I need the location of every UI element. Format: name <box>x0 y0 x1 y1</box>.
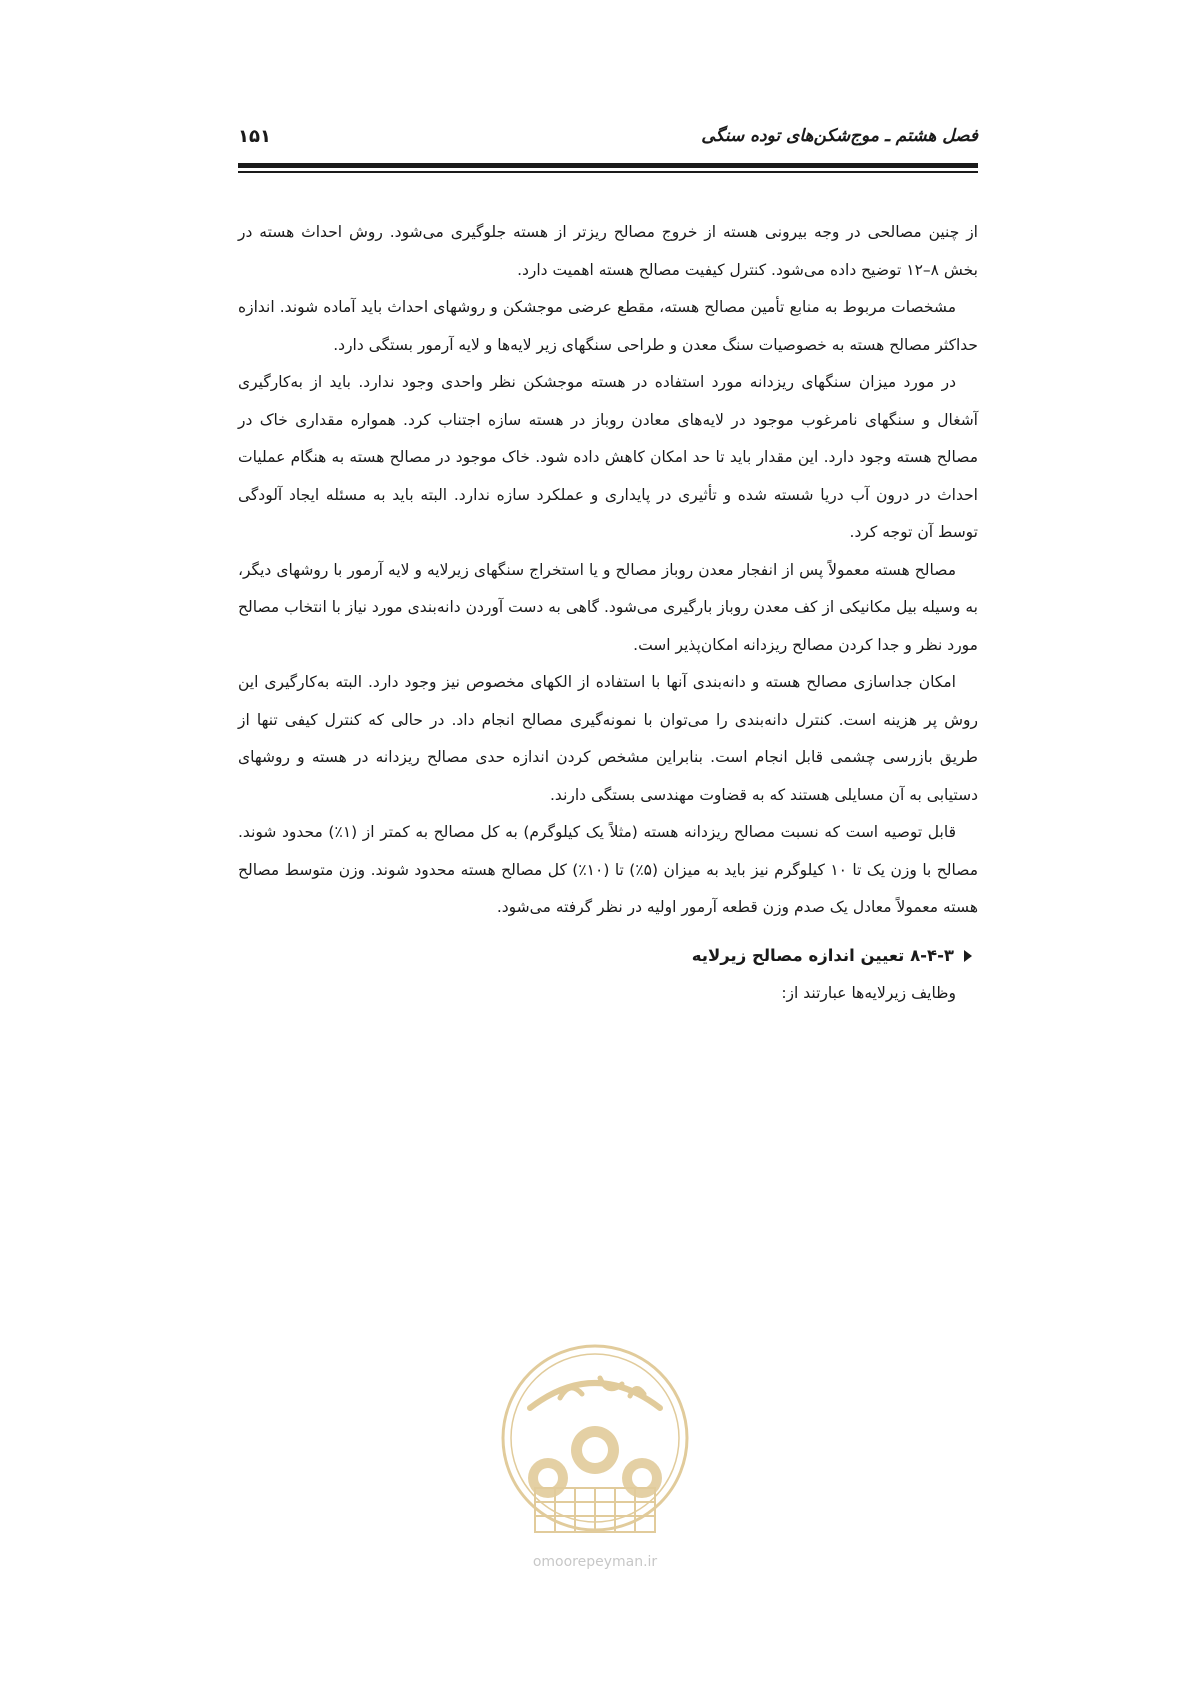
page-header <box>238 126 978 156</box>
watermark-url: omoorepeyman.ir <box>532 1554 658 1570</box>
paragraph: قابل توصیه است که نسبت مصالح ریزدانه هسته (مثلاً یک کیلوگرم) به کل مصالح به کمتر از (۱٪) محدود شوند. مصالح با وزن یک تا ۱۰ کیلوگرم نیز باید به میزان (۵٪) تا (۱۰٪) کل مصالح هسته محدود شوند. وزن متوسط مصالح هسته معمولاً معادل یک صدم وزن قطعه آرمور اولیه در نظر گرفته می‌شود. <box>238 823 978 916</box>
header-rule-thin <box>238 171 978 173</box>
header-rule-thick <box>238 163 978 168</box>
bullet-triangle-icon <box>964 950 972 962</box>
paragraph: امکان جداسازی مصالح هسته و دانه‌بندی آنها با استفاده از الکهای مخصوص نیز وجود دارد. البته به‌کارگیری این روش پر هزینه است. کنترل دانه‌بندی را می‌توان با نمونه‌گیری مصالح انجام داد. در حالی که کنترل کیفی تنها از طریق بازرسی چشمی قابل انجام است. بنابراین مشخص کردن اندازه حدی مصالح ریزدانه در هسته و روشهای دستیابی به آن مسایلی هستند که به قضاوت مهندسی بستگی دارند. <box>238 673 978 804</box>
page-number: ۱۵۱ <box>238 126 271 147</box>
section-heading <box>238 937 978 975</box>
watermark-seal-icon <box>490 1338 700 1548</box>
paragraph: در مورد میزان سنگهای ریزدانه مورد استفاده در هسته موجشکن نظر واحدی وجود ندارد. باید از به‌کارگیری آشغال و سنگهای نامرغوب موجود در لایه‌های معادن روباز در هسته سازه اجتناب کرد. همواره مقداری خاک در مصالح هسته وجود دارد. این مقدار باید تا حد امکان کاهش داده شود. خاک موجود در مصالح هسته به هنگام عملیات احداث در درون آب دریا شسته شده و تأثیری در پایداری و عملکرد سازه ندارد. البته باید به مسئله ایجاد آلودگی توسط آن توجه کرد. <box>238 373 978 541</box>
chapter-title: فصل هشتم ـ موج‌شکن‌های توده سنگی <box>701 126 978 146</box>
paragraph: از چنین مصالحی در وجه بیرونی هسته از خروج مصالح ریزتر از هسته جلوگیری می‌شود. روش احداث هسته در بخش ۸–۱۲ توضیح داده می‌شود. کنترل کیفیت مصالح هسته اهمیت دارد. <box>238 223 978 279</box>
paragraph: مشخصات مربوط به منابع تأمین مصالح هسته، مقطع عرضی موجشکن و روشهای احداث باید آماده شوند. اندازه حداکثر مصالح هسته به خصوصیات سنگ معدن و طراحی سنگهای زیر لایه‌ها و لایه آرمور بستگی دارد. <box>238 298 978 354</box>
paragraph: مصالح هسته معمولاً پس از انفجار معدن روباز مصالح و یا استخراج سنگهای زیرلایه و لایه آرمور با روشهای دیگر، به وسیله بیل مکانیکی از کف معدن روباز بارگیری می‌شود. گاهی به دست آوردن دانه‌بندی مورد نیاز با انتخاب مصالح مورد نظر و جدا کردن مصالح ریزدانه امکان‌پذیر است. <box>238 560 978 654</box>
body-text <box>238 214 978 1012</box>
section-heading-text: ۸-۴-۳ تعیین اندازه مصالح زیرلایه <box>691 945 954 965</box>
section-intro: وظایف زیرلایه‌ها عبارتند از: <box>781 983 956 1002</box>
watermark-logo <box>490 1338 700 1578</box>
